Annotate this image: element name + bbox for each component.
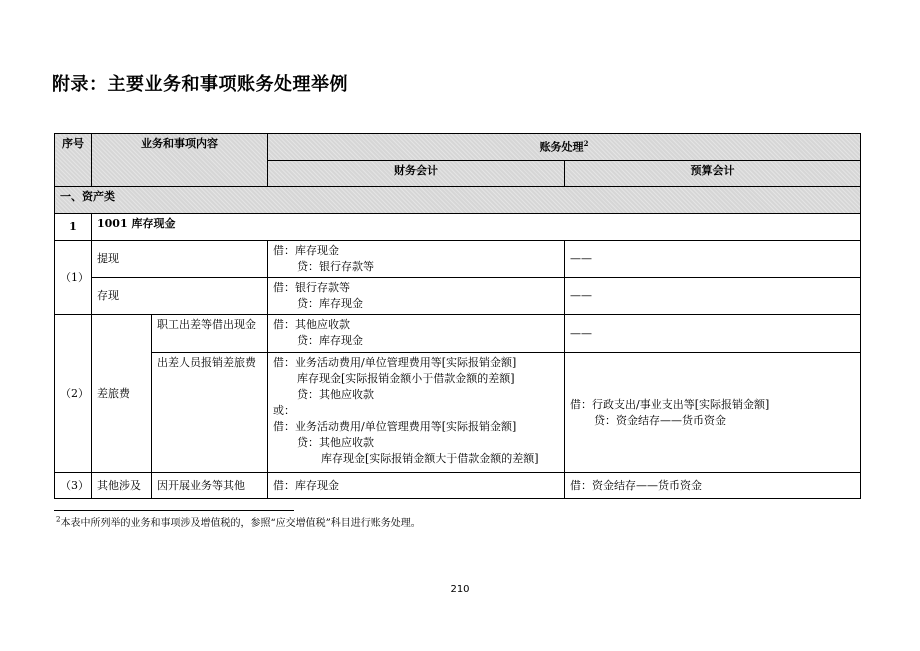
budget-entry: —— bbox=[565, 241, 861, 278]
table-header-row bbox=[55, 134, 861, 161]
entry-line: 贷：其他应收款 bbox=[297, 436, 374, 449]
entry-line: 借：业务活动费用/单位管理费用等[实际报销金额] bbox=[273, 420, 517, 433]
entry-line: 贷：银行存款等 bbox=[297, 260, 374, 273]
row-number: （3） bbox=[55, 473, 92, 499]
footnote-ref: 2 bbox=[583, 139, 589, 148]
entry-line: 贷：库存现金 bbox=[297, 334, 363, 347]
account-number: 1 bbox=[55, 214, 92, 241]
row-number: （1） bbox=[55, 241, 92, 315]
footnote-divider bbox=[54, 510, 294, 511]
header-accounting bbox=[268, 134, 861, 161]
item-label: 存现 bbox=[92, 278, 268, 315]
table-row bbox=[55, 241, 861, 278]
financial-entry bbox=[268, 241, 565, 278]
footnote-text: 本表中所列举的业务和事项涉及增值税的，参照“应交增值税”科目进行账务处理。 bbox=[60, 518, 421, 529]
item-label: 提现 bbox=[92, 241, 268, 278]
entry-line: 库存现金[实际报销金额小于借款金额的差额] bbox=[297, 372, 515, 385]
entry-line: 借：其他应收款 bbox=[273, 318, 350, 331]
financial-entry bbox=[268, 353, 565, 473]
page-title: 附录：主要业务和事项账务处理举例 bbox=[52, 74, 348, 95]
accounting-table bbox=[54, 133, 861, 499]
header-accounting-label: 账务处理 bbox=[539, 140, 584, 154]
entry-line: 贷：其他应收款 bbox=[297, 388, 374, 401]
footnote bbox=[56, 514, 421, 529]
footnote-mark: 2 bbox=[56, 515, 61, 524]
table-row bbox=[55, 473, 861, 499]
entry-line: 借：库存现金 bbox=[273, 244, 339, 257]
entry-line: 贷：库存现金 bbox=[297, 297, 363, 310]
entry-line: 借：银行存款等 bbox=[273, 281, 350, 294]
category-label: 一、资产类 bbox=[55, 187, 861, 214]
header-content: 业务和事项内容 bbox=[92, 134, 268, 187]
entry-line: 或： bbox=[273, 404, 295, 417]
financial-entry bbox=[268, 315, 565, 353]
header-budget: 预算会计 bbox=[565, 161, 861, 187]
budget-entry: —— bbox=[565, 315, 861, 353]
table-row bbox=[55, 278, 861, 315]
entry-line: 借：行政支出/事业支出等[实际报销金额] bbox=[570, 397, 770, 411]
financial-entry: 借：库存现金 bbox=[268, 473, 565, 499]
account-name: 1001 库存现金 bbox=[92, 214, 861, 241]
item-label: 其他涉及 bbox=[92, 473, 152, 499]
entry-line: 库存现金[实际报销金额大于借款金额的差额] bbox=[321, 452, 539, 465]
table-row bbox=[55, 315, 861, 353]
sub-item-label: 因开展业务等其他 bbox=[152, 473, 268, 499]
entry-line: 贷：资金结存——货币资金 bbox=[594, 413, 726, 427]
table-row bbox=[55, 353, 861, 473]
page-number: 210 bbox=[450, 584, 470, 595]
entry-line: 借：业务活动费用/单位管理费用等[实际报销金额] bbox=[273, 356, 517, 369]
category-row bbox=[55, 187, 861, 214]
budget-entry: —— bbox=[565, 278, 861, 315]
budget-entry bbox=[565, 353, 861, 473]
account-row bbox=[55, 214, 861, 241]
header-financial: 财务会计 bbox=[268, 161, 565, 187]
financial-entry bbox=[268, 278, 565, 315]
item-label: 差旅费 bbox=[92, 315, 152, 473]
budget-entry: 借：资金结存——货币资金 bbox=[565, 473, 861, 499]
sub-item-label: 出差人员报销差旅费 bbox=[152, 353, 268, 473]
header-seq: 序号 bbox=[55, 134, 92, 187]
row-number: （2） bbox=[55, 315, 92, 473]
sub-item-label: 职工出差等借出现金 bbox=[152, 315, 268, 353]
